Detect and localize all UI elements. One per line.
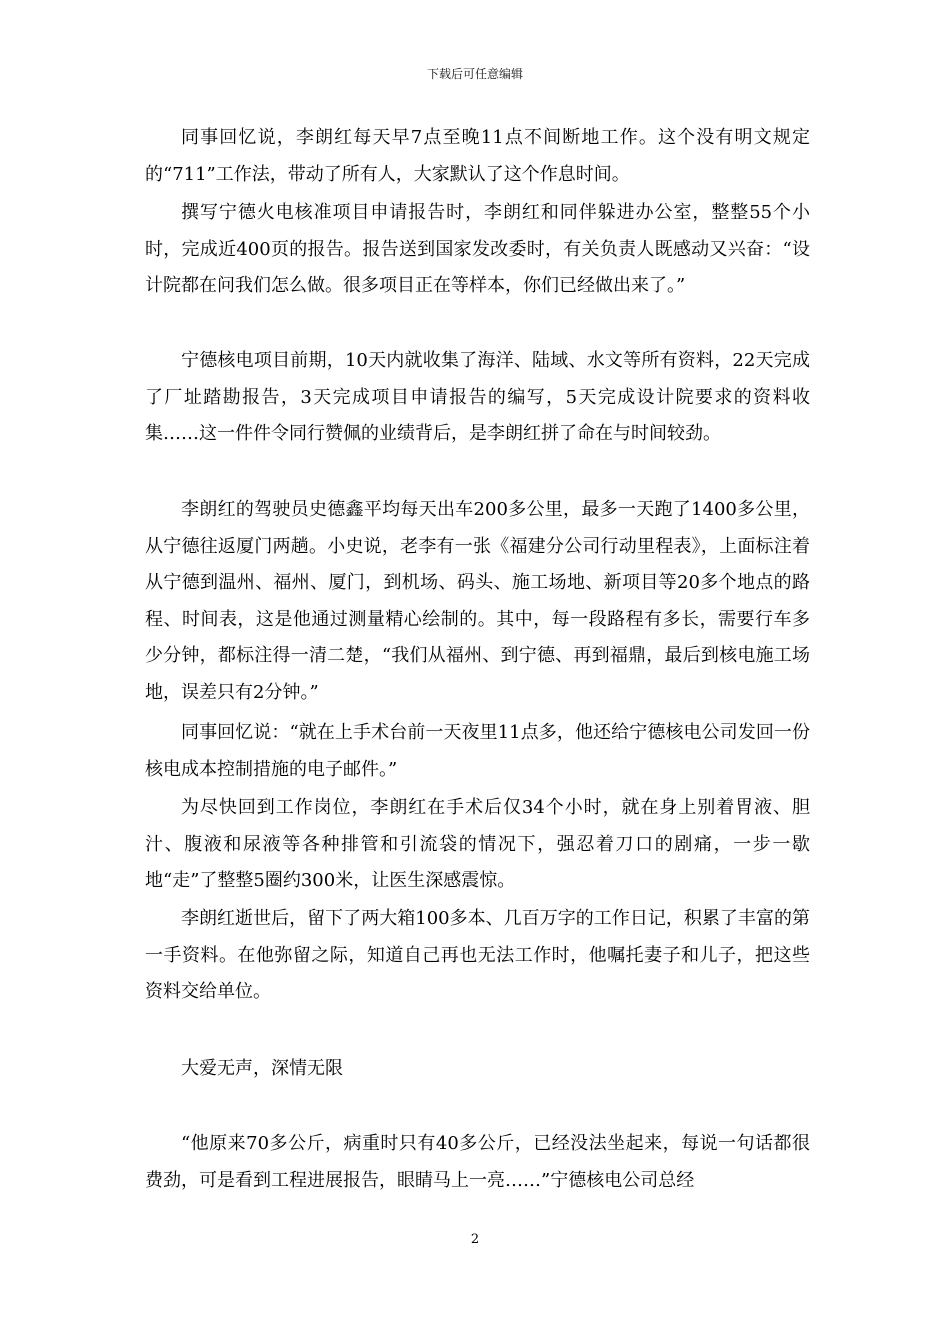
paragraph-work-diaries: 李朗红逝世后，留下了两大箱100多本、几百万字的工作日记，积累了丰富的第一手资料。在他弥留之际，知道自己再也无法工作时，他嘱托妻子和儿子，把这些资料交给单位。	[145, 908, 810, 1002]
page-header: 下载后可任意编辑	[426, 67, 523, 81]
section-heading: 大爱无声，深情无限	[181, 1058, 343, 1079]
paragraph-nuclear-project: 宁德核电项目前期，10天内就收集了海洋、陆域、水文等所有资料，22天完成了厂址踏勘报告，3天完成项目申请报告的编写，5天完成设计院要求的资料收集……这一件件令同行赞佩的业绩背后，是李朗红拼了命在与时间较劲。	[145, 350, 810, 444]
paragraph-before-surgery: 同事回忆说：“就在上手术台前一天夜里11点多，他还给宁德核电公司发回一份核电成本控制措施的电子邮件。”	[145, 722, 810, 780]
paragraph-work-hours: 同事回忆说，李朗红每天早7点至晚11点不间断地工作。这个没有明文规定的“711”工作法，带动了所有人，大家默认了这个作息时间。	[145, 127, 810, 185]
page-number: 2	[470, 1232, 480, 1247]
paragraph-illness: “他原来70多公斤，病重时只有40多公斤，已经没法坐起来，每说一句话都很费劲，可是看到工程进展报告，眼睛马上一亮……”宁德核电公司总经	[145, 1133, 810, 1191]
paragraph-after-surgery: 为尽快回到工作岗位，李朗红在手术后仅34个小时，就在身上别着胃液、胆汁、腹液和尿液等各种排管和引流袋的情况下，强忍着刀口的剧痛，一步一歇地“走”了整整5圈约300米，让医生深感震惊。	[145, 797, 810, 891]
paragraph-report-writing: 撰写宁德火电核准项目申请报告时，李朗红和同伴躲进办公室，整整55个小时，完成近400页的报告。报告送到国家发改委时，有关负责人既感动又兴奋：“设计院都在问我们怎么做。很多项目正在等样本，你们已经做出来了。”	[145, 202, 810, 296]
paragraph-driver-mileage: 李朗红的驾驶员史德鑫平均每天出车200多公里，最多一天跑了1400多公里，从宁德往返厦门两趟。小史说，老李有一张《福建分公司行动里程表》，上面标注着从宁德到温州、福州、厦门，到机场、码头、施工场地、新项目等20多个地点的路程、时间表，这是他通过测量精心绘制的。其中，每一段路程有多长，需要行车多少分钟，都标注得一清二楚，“我们从福州、到宁德、再到福鼎，最后到核电施工场地，误差只有2分钟。”	[145, 499, 810, 703]
